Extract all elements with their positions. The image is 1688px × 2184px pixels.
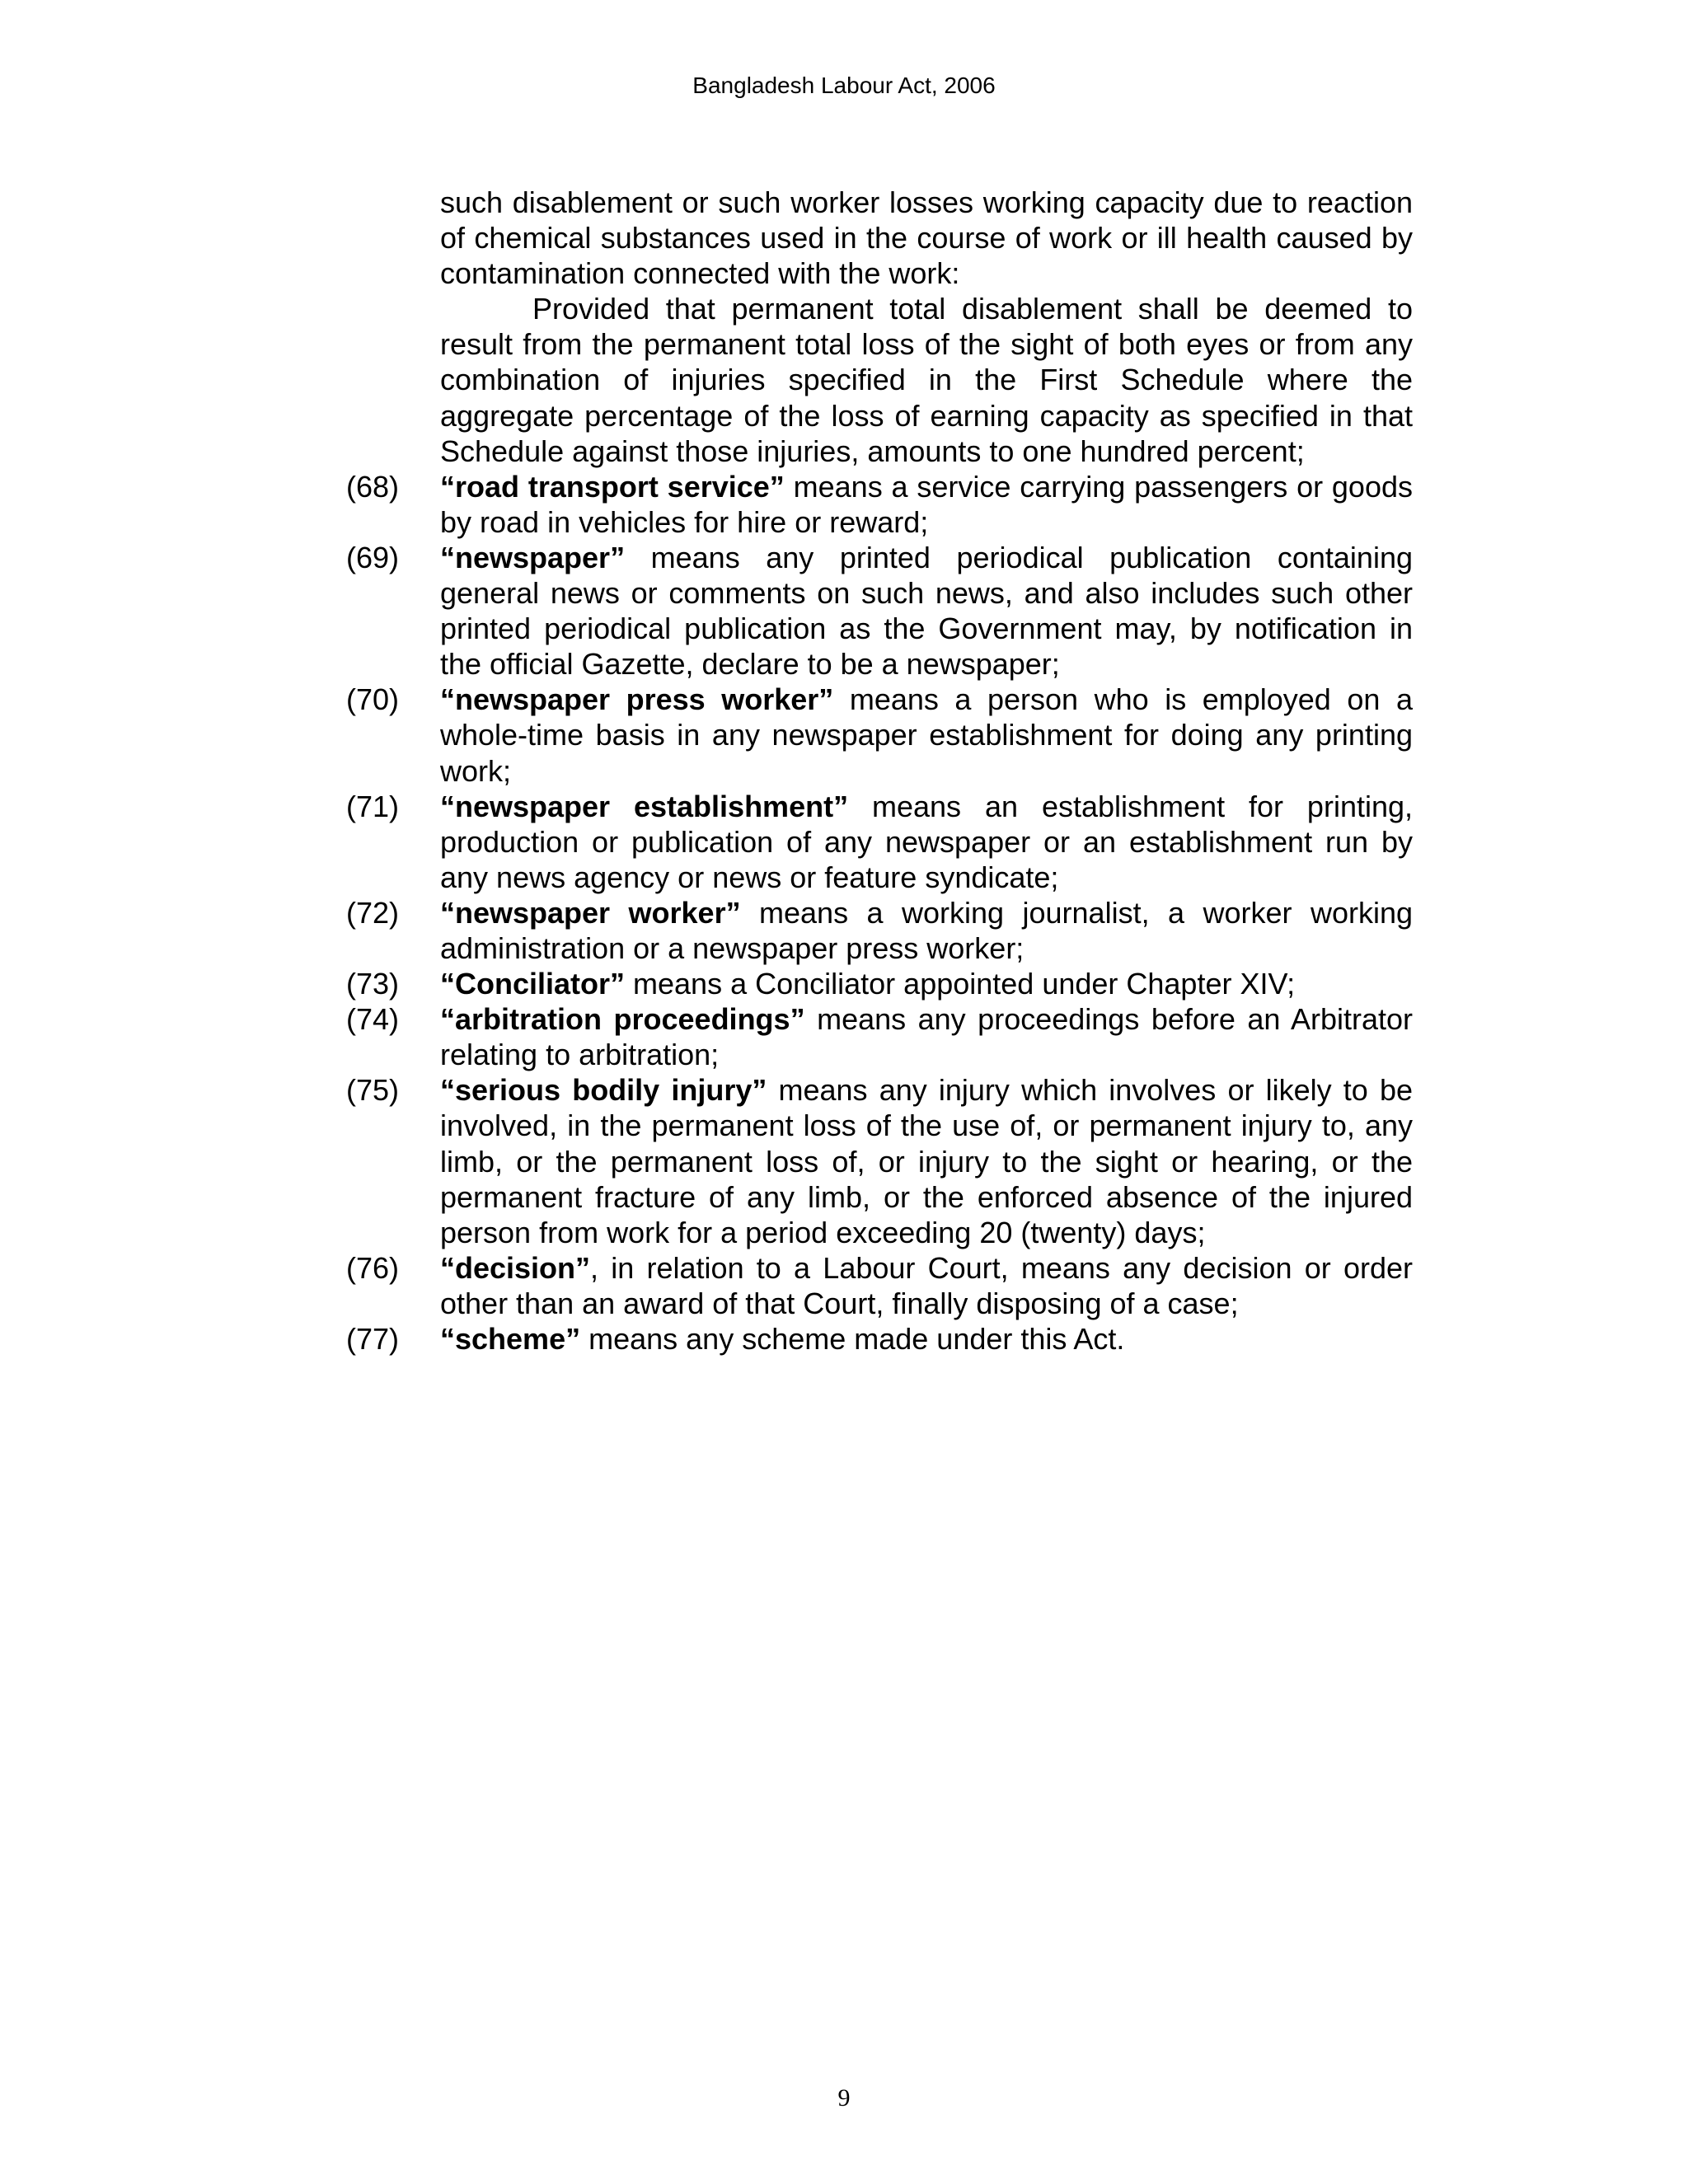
definition-text: means a service carrying passengers or goods by road in vehicles for hire or reward; [440,469,1413,539]
definition-term: “newspaper worker” [440,895,741,930]
definition-term: “Conciliator” [440,967,626,1001]
definition-text: means any printed periodical publication containing general news or comments on such news, and also includes such other printed periodical publication as the Government may, by notification in the official Gazette, declare to be a newspaper; [440,540,1413,682]
proviso-paragraph: Provided that permanent total disablement shall be deemed to result from the permanent total loss of the sight of both eyes or from any combination of injuries specified in the First Schedule where the aggregate percentage of the loss of earning capacity as specified in that Schedule against those injuries, amounts to one hundred percent; [440,292,1413,468]
definition-term: “newspaper” [440,540,626,574]
definition-term: “decision” [440,1250,591,1285]
definition-number: (75) [346,1073,400,1108]
definition-73 [346,966,1413,1001]
definition-68 [346,469,1413,540]
definition-text: means a Conciliator appointed under Chapter XIV; [625,967,1296,1001]
definition-body [440,540,1413,682]
definition-body [440,966,1413,1001]
definition-number: (69) [346,540,400,574]
definition-text: means a person who is employed on a whole-time basis in any newspaper establishment for doing any printing work; [440,682,1413,788]
definition-term: “scheme” [440,1322,581,1356]
definition-72 [346,895,1413,966]
definition-term: “road transport service” [440,469,785,504]
definition-76 [346,1250,1413,1321]
definition-75 [346,1072,1413,1249]
definition-body [440,1001,1413,1072]
definition-body [440,1250,1413,1321]
definition-77 [346,1321,1413,1357]
definition-number: (74) [346,1002,400,1037]
definition-term: “arbitration proceedings” [440,1002,805,1037]
definition-number: (76) [346,1250,400,1285]
definition-text: , in relation to a Labour Court, means any decision or order other than an award of that Court, finally disposing of a case; [440,1250,1413,1320]
definition-text: means a working journalist, a worker working administration or a newspaper press worker; [440,895,1414,965]
definition-term: “serious bodily injury” [440,1073,767,1108]
definition-term: “newspaper press worker” [440,682,834,717]
page-header: Bangladesh Labour Act, 2006 [692,73,996,98]
definition-number: (68) [346,469,400,504]
definition-70 [346,682,1413,788]
definition-number: (73) [346,967,400,1001]
definition-number: (71) [346,789,400,823]
definition-71 [346,789,1413,895]
definition-text: means any proceedings before an Arbitrator relating to arbitration; [440,1002,1413,1072]
page-number: 9 [837,2084,851,2111]
definition-body [440,1321,1413,1357]
definition-74 [346,1001,1413,1072]
definition-number: (70) [346,682,400,717]
definition-number: (72) [346,895,400,930]
definition-body [440,789,1413,895]
document-body [346,185,1413,1357]
definition-text: means any injury which involves or likely to be involved, in the permanent loss of the use of, or permanent injury to, any limb, or the permanent loss of, or injury to the sight or hearing, or the permanent fracture of any limb, or the enforced absence of the injured person from work for a period exceeding 20 (twenty) days; [440,1073,1413,1249]
definition-number: (77) [346,1322,400,1356]
definition-term: “newspaper establishment” [440,789,849,823]
definition-text: means an establishment for printing, production or publication of any newspaper or an establishment run by any news agency or news or feature syndicate; [440,789,1414,894]
definition-body [440,682,1413,788]
definition-body [440,1072,1413,1249]
definition-text: means any scheme made under this Act. [580,1322,1125,1356]
continuation-paragraph: such disablement or such worker losses working capacity due to reaction of chemical substances used in the course of work or ill health caused by contamination connected with the work: [440,185,1413,291]
definition-body [440,469,1413,540]
definition-body [440,895,1413,966]
definition-69 [346,540,1413,682]
